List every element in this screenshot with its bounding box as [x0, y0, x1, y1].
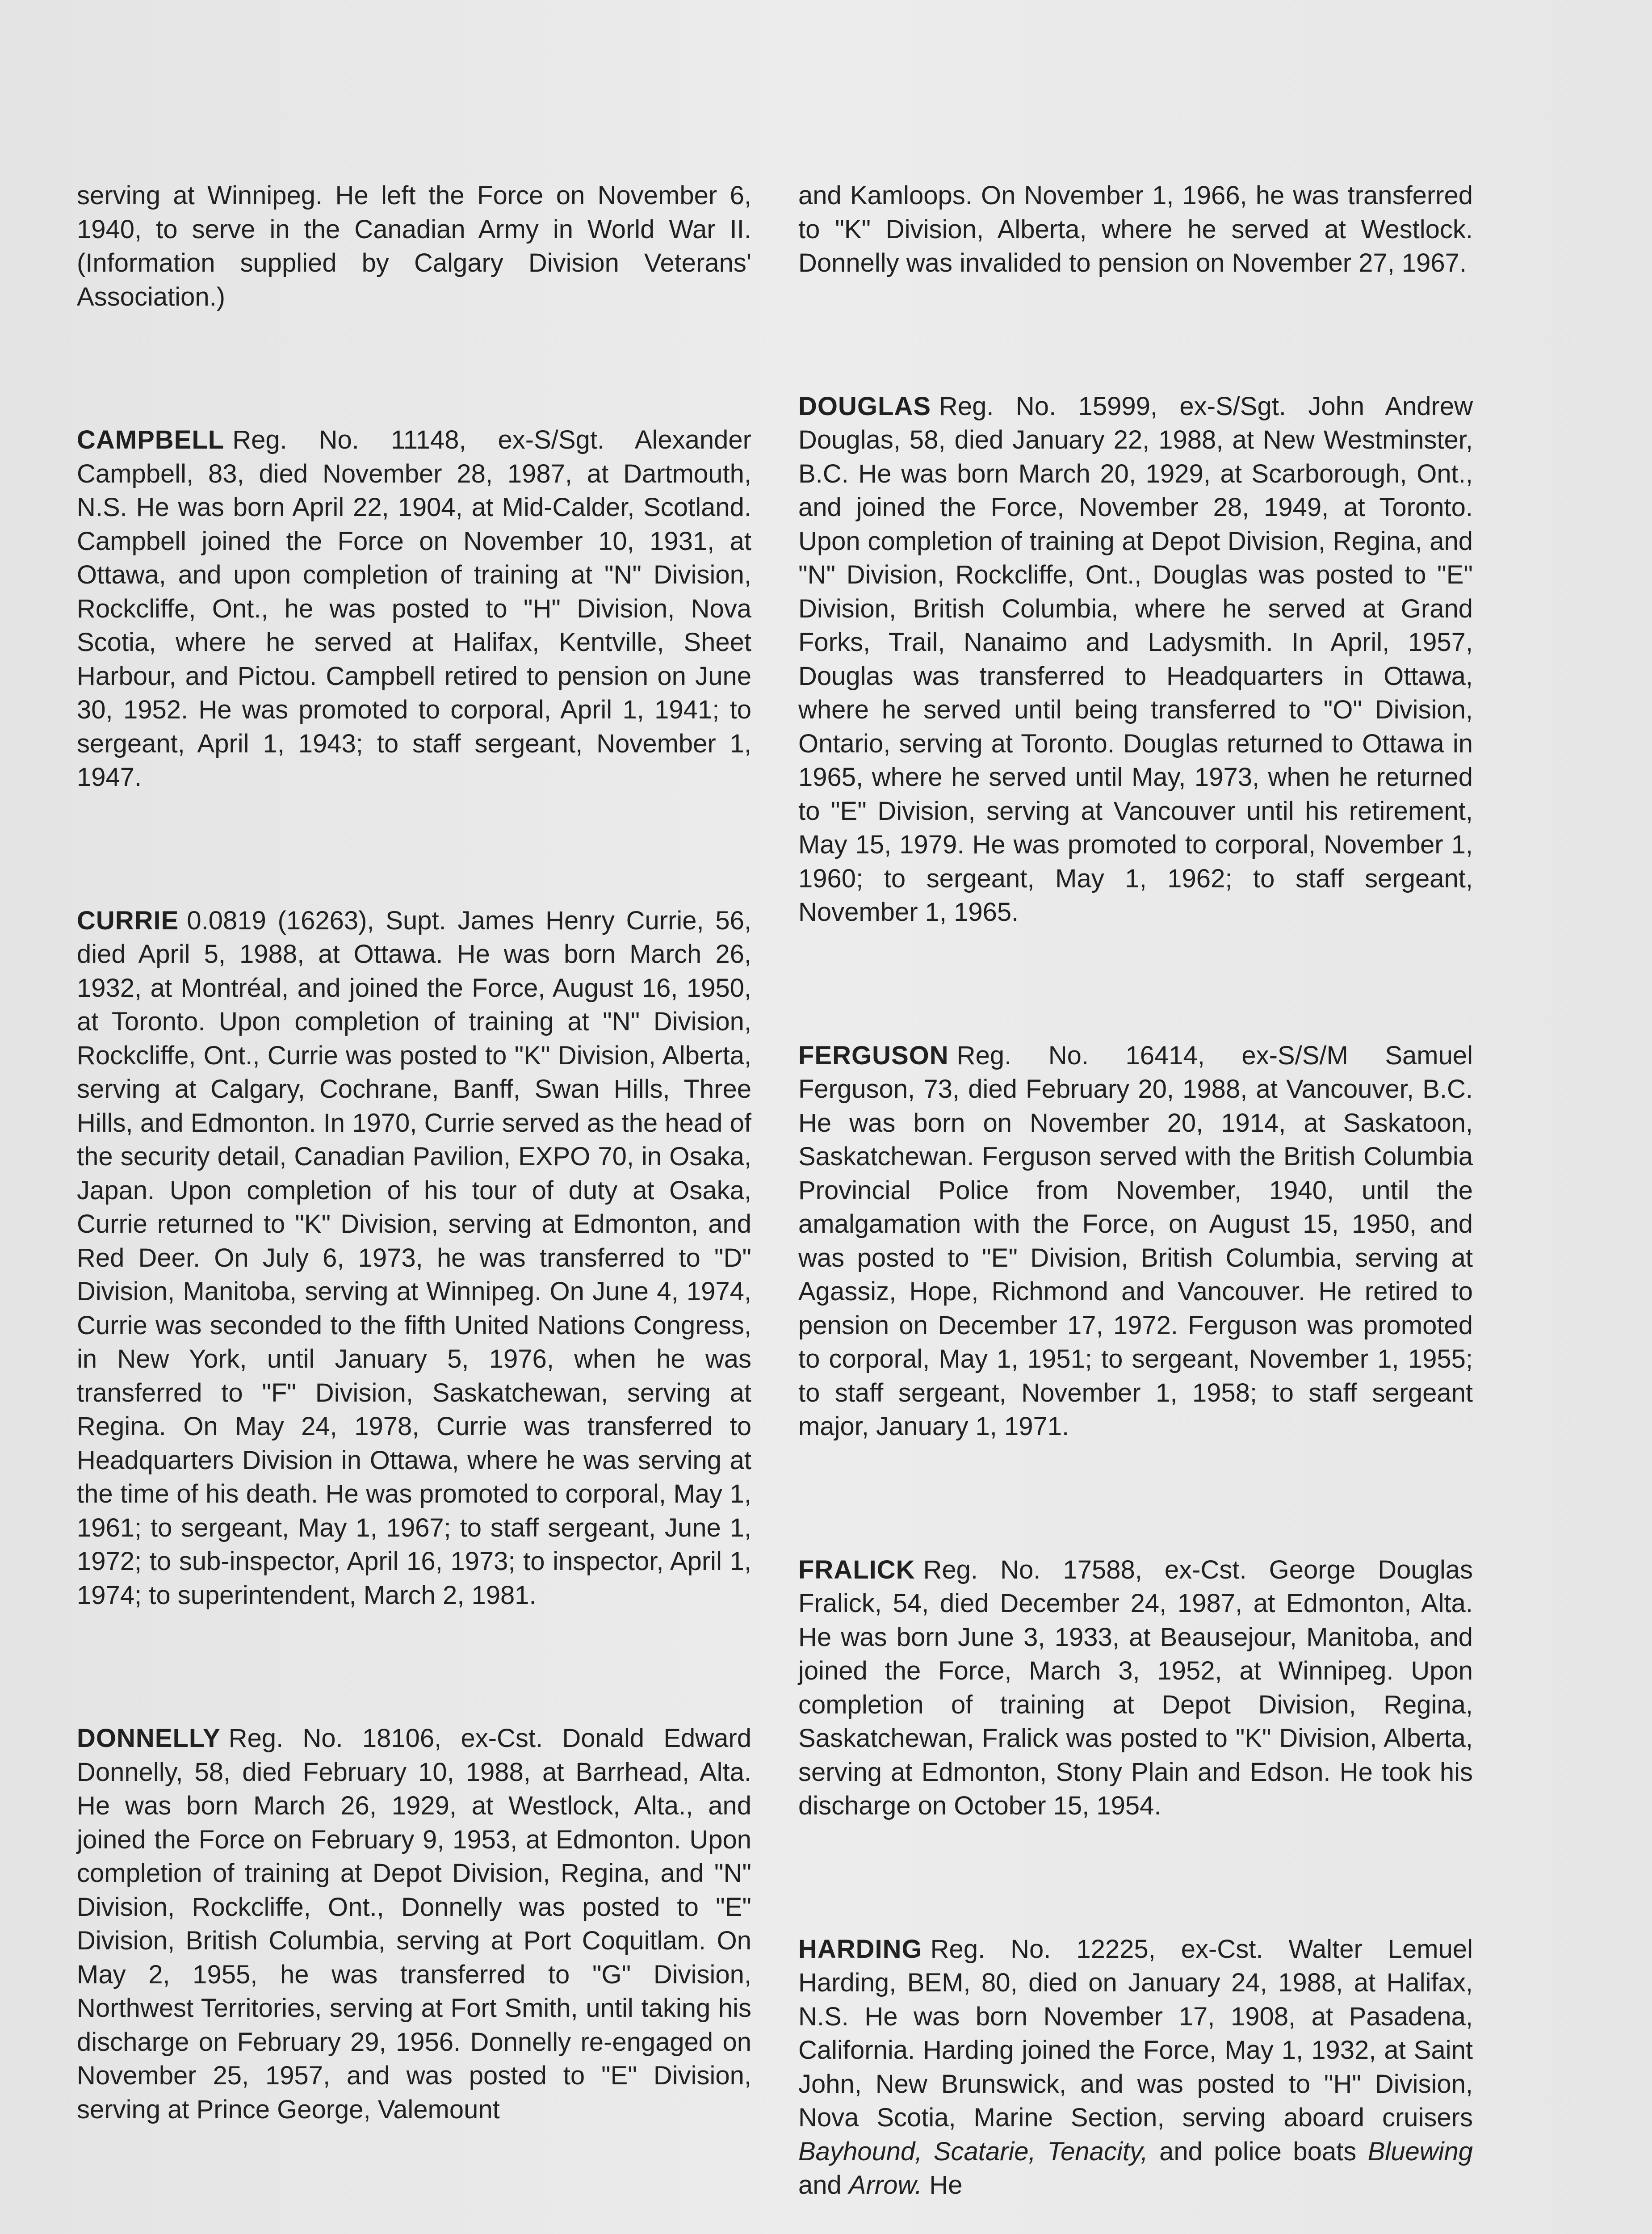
- entry-text: serving at Winnipeg. He left the Force on November 6, 1940, to serve in the Canadian Army in World War II. (Information supplied by Calgary Division Veterans' Association.): [77, 181, 751, 311]
- entry-text: He: [922, 2171, 963, 2200]
- obituary-ferguson: [798, 1039, 1473, 1444]
- surname-heading: CAMPBELL: [77, 425, 225, 454]
- surname-heading: FRALICK: [798, 1555, 915, 1584]
- entry-text: 0.0819 (16263), Supt. James Henry Currie, 56, died April 5, 1988, at Ottawa. He was born March 26, 1932, at Montréal, and joined the Force, August 16, 1950, at Toronto. Upon completion of training at "N" Division, Rockcliffe, Ont., Currie was posted to "K" Division, Alberta, serving at Calgary, Cochrane, Banff, Swan Hills, Three Hills, and Edmonton. In 1970, Currie served as the head of the security detail, Canadian Pavilion, EXPO 70, in Osaka, Japan. Upon completion of his tour of duty at Osaka, Currie returned to "K" Division, serving at Edmonton, and Red Deer. On July 6, 1973, he was transferred to "D" Division, Manitoba, serving at Winnipeg. On June 4, 1974, Currie was seconded to the fifth United Nations Congress, in New York, until January 5, 1976, when he was transferred to "F" Division, Saskatchewan, serving at Regina. On May 24, 1978, Currie was transferred to Headquarters Division in Ottawa, where he was serving at the time of his death. He was promoted to corporal, May 1, 1961; to sergeant, May 1, 1967; to staff sergeant, June 1, 1972; to sub-inspector, April 16, 1973; to inspector, April 1, 1974; to superintendent, March 2, 1981.: [77, 906, 751, 1610]
- entry-text: Reg. No. 18106, ex-Cst. Donald Edward Donnelly, 58, died February 10, 1988, at Barrhead, Alta. He was born March 26, 1929, at Westlock, Alta., and joined the Force on February 9, 1953, at Edmonton. Upon completion of training at Depot Division, Regina, and "N" Division, Rockcliffe, Ont., Donnelly was posted to "E" Division, British Columbia, serving at Port Coquitlam. On May 2, 1955, he was transferred to "G" Division, Northwest Territories, serving at Fort Smith, until taking his discharge on February 29, 1956. Donnelly re-engaged on November 25, 1957, and was posted to "E" Division, serving at Prince George, Valemount: [77, 1724, 751, 2124]
- obituary-campbell: [77, 423, 751, 794]
- entry-text: and Kamloops. On November 1, 1966, he was transferred to "K" Division, Alberta, where he served at Westlock. Donnelly was invalided to pension on November 27, 1967.: [798, 181, 1473, 277]
- surname-heading: DONNELLY: [77, 1724, 221, 1753]
- entry-text: and: [798, 2171, 849, 2200]
- entry-text: Reg. No. 12225, ex-Cst. Walter Lemuel Harding, BEM, 80, died on January 24, 1988, at Halifax, N.S. He was born November 17, 1908, at Pasadena, California. Harding joined the Force, May 1, 1932, at Saint John, New Brunswick, and was posted to "H" Division, Nova Scotia, Marine Section, serving aboard cruisers: [798, 1934, 1473, 2132]
- entry-text: Reg. No. 17588, ex-Cst. George Douglas Fralick, 54, died December 24, 1987, at Edmonton, Alta. He was born June 3, 1933, at Beausejour, Manitoba, and joined the Force, March 3, 1952, at Winnipeg. Upon completion of training at Depot Division, Regina, Saskatchewan, Fralick was posted to "K" Division, Alberta, serving at Edmonton, Stony Plain and Edson. He took his discharge on October 15, 1954.: [798, 1555, 1473, 1820]
- obituary-harding: [798, 1932, 1473, 2202]
- vessel-name: Arrow.: [848, 2171, 922, 2200]
- obituary-douglas: [798, 390, 1473, 929]
- left-column: [77, 179, 751, 2126]
- vessel-names: Bayhound, Scatarie, Tenacity,: [798, 2137, 1148, 2166]
- surname-heading: HARDING: [798, 1934, 922, 1964]
- entry-text: Reg. No. 15999, ex-S/Sgt. John Andrew Douglas, 58, died January 22, 1988, at New Westminster, B.C. He was born March 20, 1929, at Scarborough, Ont., and joined the Force, November 28, 1949, at Toronto. Upon completion of training at Depot Division, Regina, and "N" Division, Rockcliffe, Ont., Douglas was posted to "E" Division, British Columbia, where he served at Grand Forks, Trail, Nanaimo and Ladysmith. In April, 1957, Douglas was transferred to Headquarters in Ottawa, where he served until being transferred to "O" Division, Ontario, serving at Toronto. Douglas returned to Ottawa in 1965, where he served until May, 1973, when he returned to "E" Division, serving at Vancouver until his retirement, May 15, 1979. He was promoted to corporal, November 1, 1960; to sergeant, May 1, 1962; to staff sergeant, November 1, 1965.: [798, 391, 1473, 927]
- right-column: [798, 179, 1473, 2202]
- obituary-donnelly: [77, 1722, 751, 2126]
- obituary-currie: [77, 904, 751, 1613]
- surname-heading: FERGUSON: [798, 1041, 949, 1070]
- vessel-name: Bluewing: [1367, 2137, 1473, 2166]
- obituary-continuation: [77, 179, 751, 314]
- obituary-continuation: [798, 179, 1473, 280]
- entry-text: Reg. No. 11148, ex-S/Sgt. Alexander Campbell, 83, died November 28, 1987, at Dartmouth, N.S. He was born April 22, 1904, at Mid-Calder, Scotland. Campbell joined the Force on November 10, 1931, at Ottawa, and upon completion of training at "N" Division, Rockcliffe, Ont., he was posted to "H" Division, Nova Scotia, where he served at Halifax, Kentville, Sheet Harbour, and Pictou. Campbell retired to pension on June 30, 1952. He was promoted to corporal, April 1, 1941; to sergeant, April 1, 1943; to staff sergeant, November 1, 1947.: [77, 425, 751, 792]
- obituary-fralick: [798, 1553, 1473, 1823]
- surname-heading: CURRIE: [77, 906, 179, 935]
- entry-text: Reg. No. 16414, ex-S/S/M Samuel Ferguson, 73, died February 20, 1988, at Vancouver, B.C. He was born on November 20, 1914, at Saskatoon, Saskatchewan. Ferguson served with the British Columbia Provincial Police from November, 1940, until the amalgamation with the Force, on August 15, 1950, and was posted to "E" Division, British Columbia, serving at Agassiz, Hope, Richmond and Vancouver. He retired to pension on December 17, 1972. Ferguson was promoted to corporal, May 1, 1951; to sergeant, November 1, 1955; to staff sergeant, November 1, 1958; to staff sergeant major, January 1, 1971.: [798, 1041, 1473, 1441]
- surname-heading: DOUGLAS: [798, 391, 931, 421]
- entry-text: and police boats: [1148, 2137, 1368, 2166]
